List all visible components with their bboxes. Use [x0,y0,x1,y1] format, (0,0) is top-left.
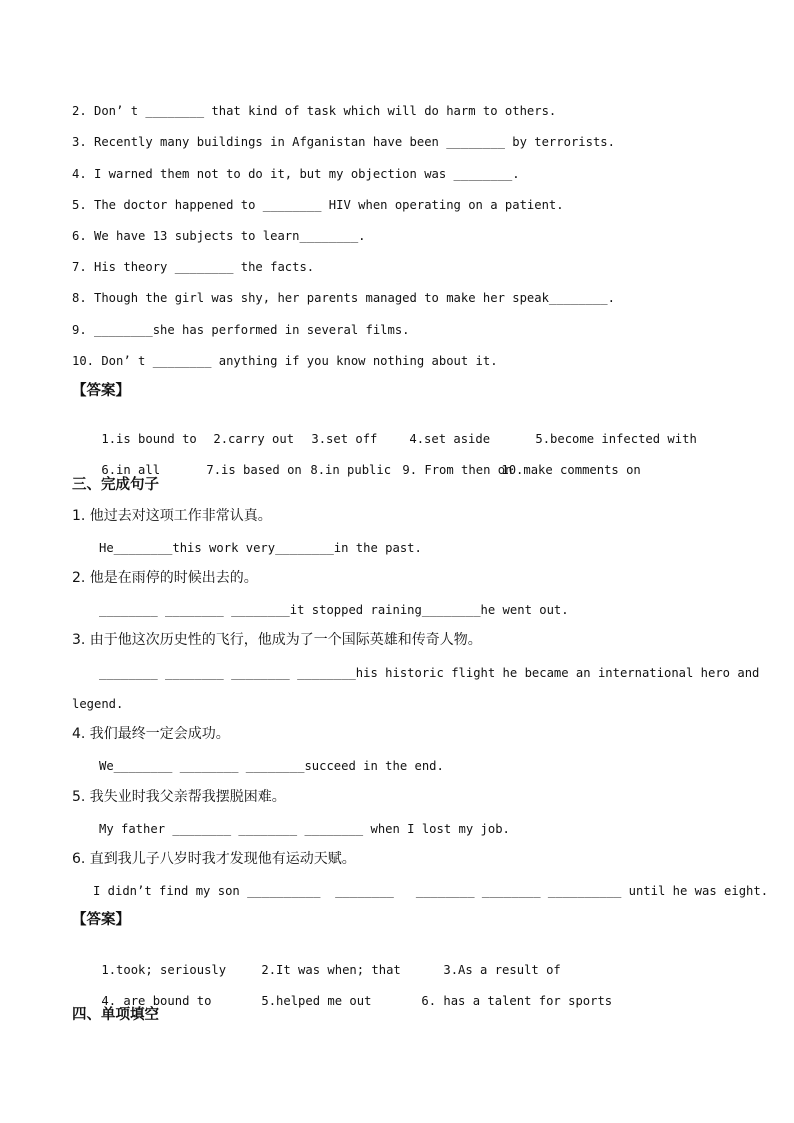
answer-item: 10.make comments on [501,463,641,477]
question-5-english: My father ________ ________ ________ when I lost my job. [99,822,510,836]
answer-item: 5.become infected with [535,432,697,446]
answer-heading: 【答案】 [72,383,130,399]
exercise-item-2: 2. Don’ t ________ that kind of task which will do harm to others. [72,104,557,118]
answer-item: 5.helped me out [261,994,372,1008]
exercise-item-4: 4. I warned them not to do it, but my objection was ________. [72,167,520,181]
answer-item: 8.in public [310,463,392,477]
exercise-item-7: 7. His theory ________ the facts. [72,260,315,274]
answer-item: 3.As a result of [443,963,561,977]
answer-item: 4. are bound to [101,994,212,1008]
answer-item: 1.is bound to [101,432,197,446]
exercise-item-5: 5. The doctor happened to ________ HIV when operating on a patient. [72,198,564,212]
section-heading: 三、完成句子 [72,477,159,493]
question-6-chinese: 6. 直到我儿子八岁时我才发现他有运动天赋。 [72,851,356,867]
answer-item: 9. From then on [402,463,513,477]
answer-item: 7.is based on [206,463,302,477]
question-2-chinese: 2. 他是在雨停的时候出去的。 [72,570,258,586]
section-heading: 四、单项填空 [72,1007,159,1023]
question-5-chinese: 5. 我失业时我父亲帮我摆脱困难。 [72,789,286,805]
answer-item: 6. has a talent for sports [421,994,613,1008]
question-4-chinese: 4. 我们最终一定会成功。 [72,726,230,742]
answer-heading: 【答案】 [72,912,130,928]
question-3-english-continued: legend. [72,697,124,711]
exercise-item-6: 6. We have 13 subjects to learn________. [72,229,366,243]
exercise-item-8: 8. Though the girl was shy, her parents managed to make her speak________. [72,291,615,305]
answer-item: 2.carry out [213,432,295,446]
answer-item: 6.in all [101,463,161,477]
question-3-chinese: 3. 由于他这次历史性的飞行，他成为了一个国际英雄和传奇人物。 [72,632,482,648]
answer-item: 3.set off [311,432,378,446]
question-1-chinese: 1. 他过去对这项工作非常认真。 [72,508,272,524]
question-6-english: I didn’t find my son __________ ________ ________ ________ __________ until he was eight. [93,884,769,898]
answer-item: 2.It was when; that [261,963,401,977]
question-4-english: We________ ________ ________succeed in the end. [99,759,444,773]
question-1-english: He________this work very________in the past. [99,541,422,555]
answer-item: 1.took; seriously [101,963,227,977]
exercise-item-3: 3. Recently many buildings in Afganistan have been ________ by terrorists. [72,135,615,149]
answer-item: 4.set aside [409,432,491,446]
question-3-english: ________ ________ ________ ________his historic flight he became an international hero and [99,666,760,680]
exercise-item-10: 10. Don’ t ________ anything if you know nothing about it. [72,354,498,368]
question-2-english: ________ ________ ________it stopped raining________he went out. [99,603,569,617]
exercise-item-9: 9. ________she has performed in several films. [72,323,410,337]
